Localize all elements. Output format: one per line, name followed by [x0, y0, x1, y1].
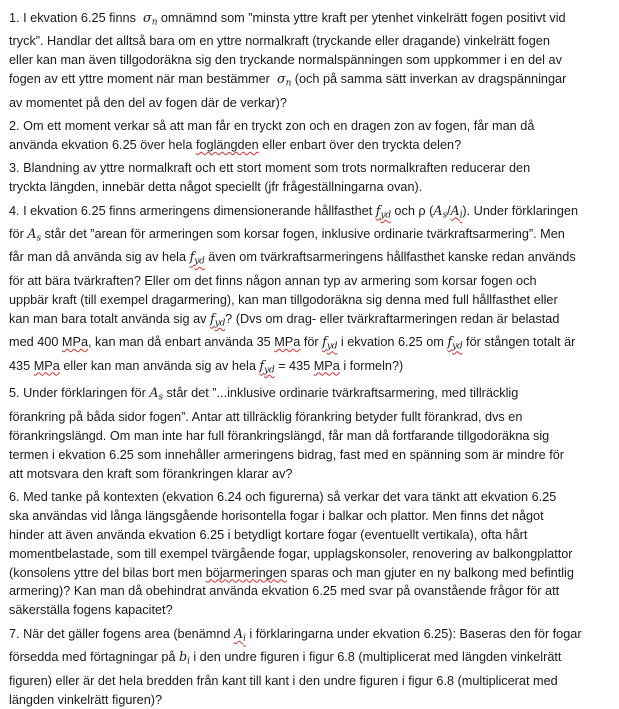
misspelled-word: MPa [34, 359, 60, 373]
body-text: i formeln?) [340, 359, 403, 373]
misspelled-math-symbol: yd [215, 318, 225, 328]
body-text: ? (Dvs om drag- eller tvärkraftarmeringen redan är belastad [225, 312, 559, 326]
body-text: hinder att även använda ekvation 6.25 i betydligt kortare fogar (eventuellt vertikala), ofta hårt [9, 528, 527, 542]
body-text: 3. Blandning av yttre normalkraft och ett stort moment som trots normalkraften reducerar den [9, 161, 530, 175]
text-line [9, 526, 613, 545]
body-text: för stången totalt är [463, 335, 576, 349]
text-line [9, 94, 613, 113]
body-text: att motsvara den kraft som förankringen klarar av? [9, 467, 292, 481]
math-symbol: s [159, 393, 163, 403]
text-line [9, 51, 613, 70]
text-line [9, 648, 613, 671]
body-text: står det ”arean för armeringen som korsar fogen, inklusive ordinarie tvärkraftsarmering”. Men [41, 227, 565, 241]
body-text: i förklaringarna under ekvation 6.25): Baseras den för fogar [246, 627, 582, 641]
math-symbol: s [37, 234, 41, 244]
body-text: förankring på båda sidor fogen”. Antar att tillräcklig förankring betyder fullt förankrad, dvs en [9, 410, 522, 424]
body-text: försedda med förtagningar på [9, 650, 179, 664]
body-text: = 435 [275, 359, 314, 373]
paragraph-question-7 [9, 625, 613, 709]
text-line [9, 545, 613, 564]
body-text: av momentet på den del av fogen där de verkar)? [9, 96, 287, 110]
text-line [9, 507, 613, 526]
body-text: använda ekvation 6.25 över hela [9, 138, 196, 152]
body-text: momentbelastade, som till exempel tvärgående fogar, upplagskonsoler, renovering av balkongplattor [9, 547, 573, 561]
misspelled-math-symbol: f [190, 249, 195, 264]
text-line [9, 408, 613, 427]
misspelled-math-symbol: f [210, 311, 215, 326]
body-text: eller kan man även tillgodoräkna sig den tryckande normalspänningen som uppkommer i en del av [9, 53, 562, 67]
misspelled-word: foglängden [196, 138, 259, 152]
misspelled-word: MPa [62, 335, 88, 349]
math-symbol: i [187, 657, 190, 667]
text-line [9, 691, 613, 709]
text-line [9, 159, 613, 178]
paragraph-question-2 [9, 117, 613, 155]
body-text: kan man bara totalt använda sig av [9, 312, 210, 326]
text-line [9, 357, 613, 380]
misspelled-math-symbol: f [376, 203, 381, 218]
misspelled-math-symbol: yd [327, 342, 337, 352]
math-symbol: A [27, 226, 36, 241]
body-text: 7. När det gäller fogens area (benämnd [9, 627, 234, 641]
math-symbol: b [179, 649, 187, 664]
misspelled-math-symbol: A [234, 626, 243, 641]
body-text: i ekvation 6.25 om [337, 335, 447, 349]
body-text: omnämnd som ”minsta yttre kraft per ytenhet vinkelrätt fogen positivt vid [157, 11, 565, 25]
text-line [9, 582, 613, 601]
body-text: figuren) eller är det hela bredden från kant till kant i den undre figuren i figur 6.8 (multiplicerat med [9, 674, 558, 688]
body-text: för [300, 335, 322, 349]
math-symbol: σ [143, 10, 152, 25]
body-text: 4. I ekvation 6.25 finns armeringens dimensionerande hållfasthet [9, 204, 376, 218]
misspelled-math-symbol: yd [452, 342, 462, 352]
body-text: 1. I ekvation 6.25 finns [9, 11, 143, 25]
text-line [9, 672, 613, 691]
math-symbol: n [152, 18, 158, 28]
misspelled-math-symbol: yd [194, 257, 204, 267]
misspelled-math-symbol: f [447, 334, 452, 349]
body-text: 6. Med tanke på kontexten (ekvation 6.24 och figurerna) så verkar det vara tänkt att ekvation 6.25 [9, 490, 556, 504]
body-text: för att bära tvärkraften? Eller om det finns någon annan typ av armering som korsar fogen och [9, 274, 537, 288]
math-symbol: A [433, 203, 442, 218]
text-line [9, 136, 613, 155]
body-text: och ρ ( [391, 204, 433, 218]
paragraph-question-1 [9, 9, 613, 113]
misspelled-word: böjarmeringen [206, 566, 287, 580]
body-text: ). Under förklaringen [462, 204, 578, 218]
body-text: uppbär kraft (till exempel dragarmering), kan man tillgodoräkna sig denna med full hållfasthet eller [9, 293, 558, 307]
body-text: termen i ekvation 6.25 som innehåller armeringens bidrag, fast med en spänning som är mindre för [9, 448, 564, 462]
body-text: står det ”...inklusive ordinarie tvärkraftsarmering, med tillräcklig [163, 386, 518, 400]
misspelled-math-symbol: A [451, 203, 460, 218]
text-line [9, 564, 613, 583]
body-text: 2. Om ett moment verkar så att man får en tryckt zon och en dragen zon av fogen, får man då [9, 119, 534, 133]
text-line [9, 488, 613, 507]
text-line [9, 384, 613, 407]
body-text: / [447, 204, 451, 218]
body-text: för [9, 227, 27, 241]
misspelled-word: MPa [314, 359, 340, 373]
misspelled-math-symbol: f [322, 334, 327, 349]
misspelled-math-symbol: i [243, 633, 246, 643]
text-line [9, 291, 613, 310]
body-text: med 400 [9, 335, 62, 349]
text-line [9, 333, 613, 356]
math-symbol: A [149, 385, 158, 400]
body-text: , kan man då enbart använda 35 [88, 335, 274, 349]
text-line [9, 202, 613, 225]
paragraph-question-6 [9, 488, 613, 620]
paragraph-question-4 [9, 202, 613, 380]
text-line [9, 70, 613, 93]
body-text: får man då använda sig av hela [9, 250, 190, 264]
body-text: (konsolens yttre del bilas bort men [9, 566, 206, 580]
body-text: sparas och man gjuter en ny balkong med befintlig [287, 566, 574, 580]
text-line [9, 310, 613, 333]
body-text: även om tvärkraftsarmeringens hållfasthet kanske redan används [205, 250, 576, 264]
misspelled-math-symbol: yd [264, 365, 274, 375]
text-line [9, 117, 613, 136]
misspelled-math-symbol: i [460, 210, 463, 220]
body-text: fogen av ett yttre moment när man bestämmer [9, 72, 277, 86]
body-text: i den undre figuren i figur 6.8 (multiplicerat med längden vinkelrätt [190, 650, 562, 664]
math-symbol: s [443, 210, 447, 220]
misspelled-word: MPa [274, 335, 300, 349]
body-text: eller kan man använda sig av hela [60, 359, 260, 373]
text-line [9, 178, 613, 197]
text-line [9, 625, 613, 648]
math-symbol: σ [277, 71, 286, 86]
body-text: tryck”. Handlar det alltså bara om en yttre normalkraft (tryckande eller dragande) vinkelrätt fogen [9, 34, 550, 48]
body-text: tryckta längden, innebär detta något speciellt (jfr frågeställningarna ovan). [9, 180, 422, 194]
text-line [9, 32, 613, 51]
text-line [9, 272, 613, 291]
math-symbol: n [286, 79, 292, 89]
text-line [9, 427, 613, 446]
text-line [9, 9, 613, 32]
text-line [9, 465, 613, 484]
misspelled-math-symbol: f [259, 358, 264, 373]
body-text: ska användas vid långa längsgående horisontella fogar i balkar och plattor. Men finns det något [9, 509, 544, 523]
body-text: längden vinkelrätt figuren)? [9, 693, 162, 707]
text-line [9, 248, 613, 271]
body-text: eller enbart över den tryckta delen? [259, 138, 461, 152]
text-line [9, 601, 613, 620]
body-text: säkerställa fogens kapacitet? [9, 603, 173, 617]
text-line [9, 225, 613, 248]
body-text: (och på samma sätt inverkan av dragspänningar [291, 72, 566, 86]
paragraph-question-3 [9, 159, 613, 197]
body-text: 5. Under förklaringen för [9, 386, 149, 400]
misspelled-math-symbol: yd [380, 210, 390, 220]
text-line [9, 446, 613, 465]
body-text: 435 [9, 359, 34, 373]
paragraph-question-5 [9, 384, 613, 483]
body-text: förankringslängd. Om man inte har full förankringslängd, får man då fortfarande tillgodoräkna sig [9, 429, 549, 443]
body-text: armering)? Kan man då obehindrat använda ekvation 6.25 med svar på ovanstående frågor för att [9, 584, 559, 598]
